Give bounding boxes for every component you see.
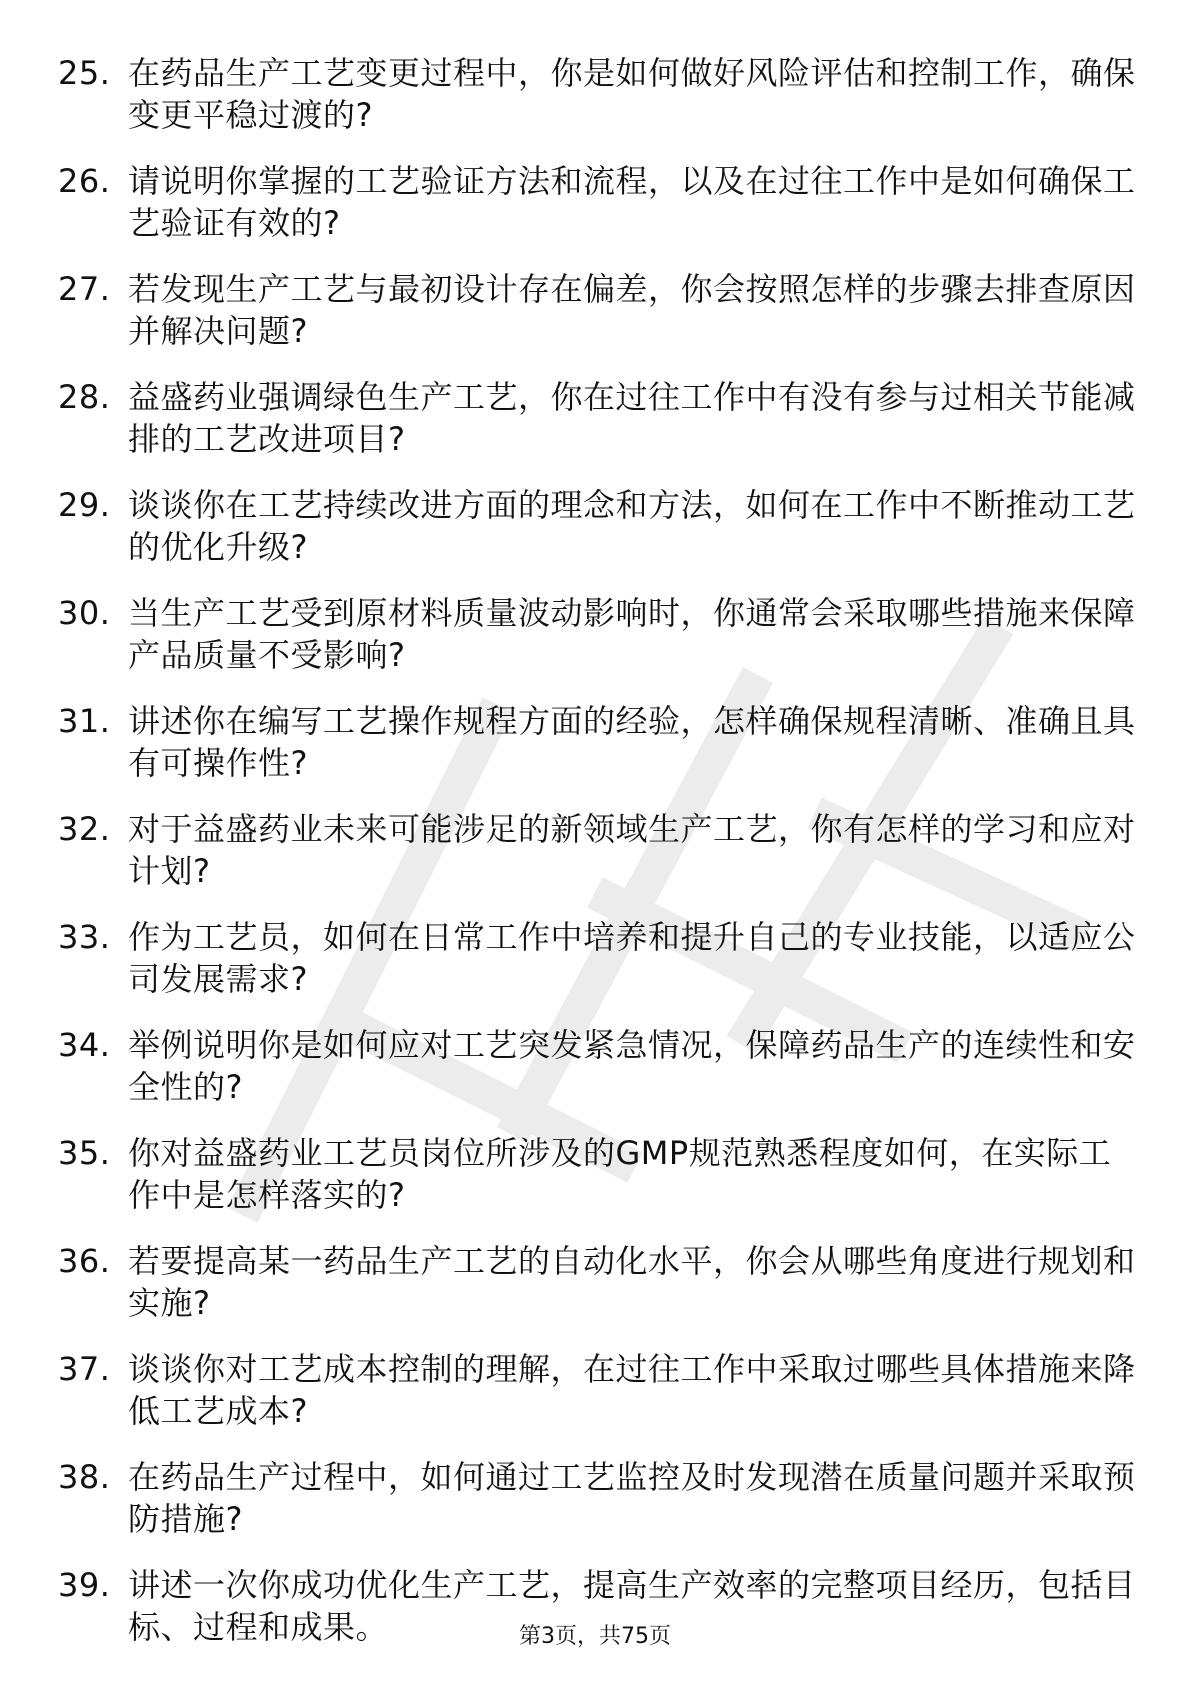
question-text: 举例说明你是如何应对工艺突发紧急情况，保障药品生产的连续性和安全性的? [128,1026,1136,1106]
question-item [58,1240,1138,1324]
question-text: 作为工艺员，如何在日常工作中培养和提升自己的专业技能，以适应公司发展需求? [128,918,1136,998]
page-footer [0,1622,1190,1652]
question-item [58,808,1138,892]
question-number: 31. [58,702,111,740]
question-item [58,376,1138,460]
question-item [58,1456,1138,1540]
question-number: 34. [58,1026,111,1064]
question-number: 39. [58,1566,111,1604]
question-item [58,1132,1138,1216]
question-number: 29. [58,486,111,524]
question-text: 当生产工艺受到原材料质量波动影响时，你通常会采取哪些措施来保障产品质量不受影响? [128,594,1136,674]
page-number-label: 第3页，共75页 [519,1624,671,1649]
question-list [58,52,1138,1672]
question-text: 谈谈你对工艺成本控制的理解，在过往工作中采取过哪些具体措施来降低工艺成本? [128,1350,1136,1430]
question-number: 26. [58,162,111,200]
question-item [58,484,1138,568]
question-text: 对于益盛药业未来可能涉足的新领域生产工艺，你有怎样的学习和应对计划? [128,810,1136,890]
question-number: 33. [58,918,111,956]
question-item [58,52,1138,136]
question-number: 38. [58,1458,111,1496]
question-text: 你对益盛药业工艺员岗位所涉及的GMP规范熟悉程度如何，在实际工作中是怎样落实的? [128,1134,1112,1214]
question-number: 35. [58,1134,111,1172]
question-text: 讲述一次你成功优化生产工艺，提高生产效率的完整项目经历，包括目标、过程和成果。 [128,1566,1136,1646]
question-item [58,700,1138,784]
question-text: 在药品生产过程中，如何通过工艺监控及时发现潜在质量问题并采取预防措施? [128,1458,1136,1538]
question-item [58,1348,1138,1432]
question-item [58,160,1138,244]
question-number: 32. [58,810,111,848]
question-item [58,592,1138,676]
question-item [58,268,1138,352]
question-text: 讲述你在编写工艺操作规程方面的经验，怎样确保规程清晰、准确且具有可操作性? [128,702,1136,782]
question-item [58,1024,1138,1108]
question-number: 27. [58,270,111,308]
question-text: 若要提高某一药品生产工艺的自动化水平，你会从哪些角度进行规划和实施? [128,1242,1136,1322]
question-number: 28. [58,378,111,416]
question-item [58,916,1138,1000]
question-text: 在药品生产工艺变更过程中，你是如何做好风险评估和控制工作，确保变更平稳过渡的? [128,54,1136,134]
question-number: 36. [58,1242,111,1280]
question-text: 请说明你掌握的工艺验证方法和流程，以及在过往工作中是如何确保工艺验证有效的? [128,162,1136,242]
question-number: 37. [58,1350,111,1388]
question-text: 若发现生产工艺与最初设计存在偏差，你会按照怎样的步骤去排查原因并解决问题? [128,270,1136,350]
question-text: 益盛药业强调绿色生产工艺，你在过往工作中有没有参与过相关节能减排的工艺改进项目? [128,378,1136,458]
question-number: 30. [58,594,111,632]
question-text: 谈谈你在工艺持续改进方面的理念和方法，如何在工作中不断推动工艺的优化升级? [128,486,1136,566]
question-number: 25. [58,54,111,92]
